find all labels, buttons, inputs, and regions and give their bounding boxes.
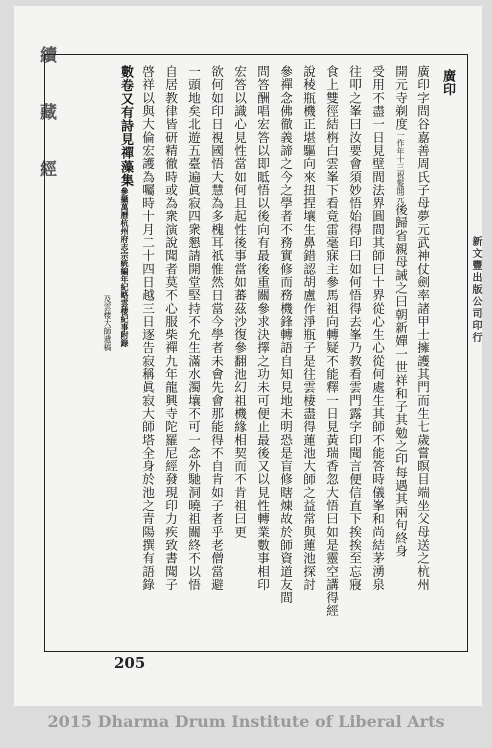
text-column-4: 往叩之峯曰汝要會須妙悟始得印曰如何悟得去峯乃教看雲門露字印聞言便信直下挨挨至忘寢 bbox=[347, 65, 362, 591]
section-heading: 廣印 bbox=[440, 69, 455, 97]
source-note-1: 參攝萬曆杭州府志宗統編年紀略雲棲紀事附錄 bbox=[120, 186, 130, 347]
text-frame bbox=[44, 54, 468, 652]
text-column-12: 自居教律皆研精徹時或為衆演說聞者莫不心服柴禪九年龍興寺陀羅尼經發現印力疾致書聞子 bbox=[163, 65, 178, 591]
source-note-2: 及雲棲大師遺稿 bbox=[103, 295, 112, 351]
scanned-page bbox=[14, 6, 482, 706]
watermark-text: 2015 Dharma Drum Institute of Liberal Arts bbox=[47, 712, 445, 731]
side-title-label: 續 藏 經 bbox=[36, 46, 56, 187]
text-column-8: 問答酬唱宏答以即眡悟以後向有最後重關參求決擇之功未可便止最後又以見性轉業數事相印 bbox=[255, 65, 270, 591]
text-column-7: 參禪念佛徹義諦之今之學者不務實修而務機鋒轉語自知見地未明恐是盲修瞎煉故於師資道友間 bbox=[278, 65, 293, 605]
text-column-9: 宏答以識心見性當如何且起性後事當如蕃茲沙復參翻池幻祖機緣相契而不肯祖曰更 bbox=[232, 65, 247, 539]
text-column-14 bbox=[118, 65, 132, 347]
text-column-5: 食上雙徑結栴白雲峯下看竟雷毫寐主參馬祖向轉疑不能釋一日見黃瑞香忽大悟曰如是靈空講得經 bbox=[324, 65, 339, 618]
text-column-1: 廣印字問谷嘉善周氏子母夢元武神仗劍率諸甲士擁護其門而生七歲嘗瞑目端坐父母送之杭州 bbox=[415, 65, 430, 591]
text-column-11: 一頭地矣北遊五臺遍眞寂四衆懇請開堂堅持不允生滿水濁壤不可一念外馳洞曉祖關終不以悟 bbox=[186, 65, 201, 591]
page-number: 205 bbox=[114, 654, 146, 672]
text-column-2-lead: 開元寺剃度 bbox=[393, 65, 408, 131]
text-column-14-main: 數卷又有詩見禪藻集 bbox=[118, 65, 133, 187]
text-column-6: 說稜瓶機正堪驅向來扭捏壤生鼻錯認胡盧作淨瓶子是往雲棲盡得蓮池大師之益常與蓮池探討 bbox=[301, 65, 316, 591]
text-column-3: 受用不盡一日見壁間法界圓間其師曰十界從心生心從何處生其師不能答時儀峯和尚結茅湧泉 bbox=[370, 65, 385, 591]
publisher-strip: 新文豐出版公司印行 bbox=[470, 236, 481, 344]
text-column-2-tail: 後歸省親母誡之曰朝新嬋一世祥和子其勉之印每遇其兩句終身 bbox=[393, 202, 408, 558]
text-column-10: 欲何如印日視國悟大慧為多槐耳祇惟然日當今學者未會先會那能得不自肯如子者乎老僧當避 bbox=[209, 65, 224, 591]
inline-note: 一作年十三祝髮開元 bbox=[396, 130, 405, 203]
text-column-13: 啓祥以與大倫宏護為囑時十月二十四日越三日逐告寂稱眞寂大師塔全身於池之青陽撰有語錄 bbox=[140, 65, 155, 591]
text-column-2 bbox=[394, 65, 407, 558]
